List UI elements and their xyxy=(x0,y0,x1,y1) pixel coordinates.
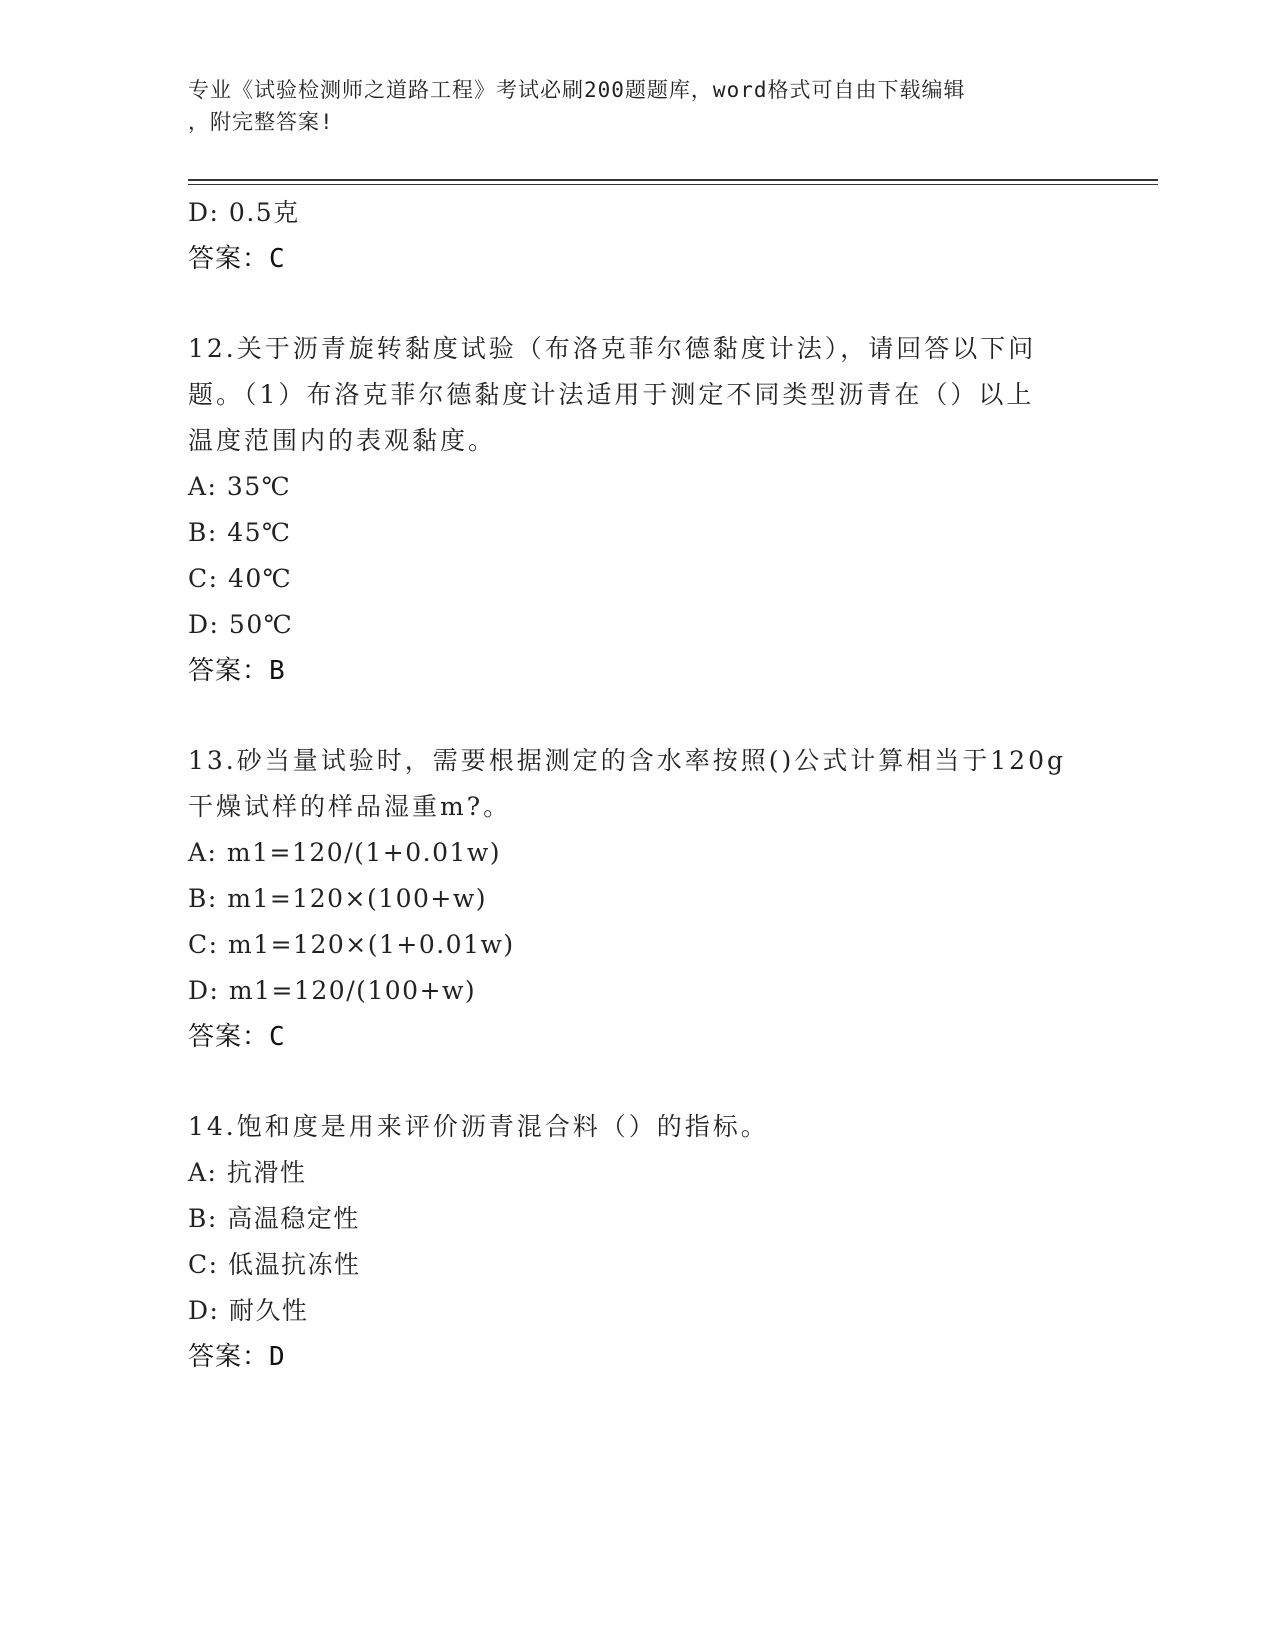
answer-line: 答案：C xyxy=(188,244,286,274)
question-stem-line: 12.关于沥青旋转黏度试验（布洛克菲尔德黏度计法），请回答以下问 xyxy=(188,334,1037,363)
option-b: B: 高温稳定性 xyxy=(188,1204,360,1233)
option-b: B: 45℃ xyxy=(188,518,292,547)
question-13 xyxy=(188,738,1088,1060)
option-d: D: 耐久性 xyxy=(188,1296,309,1325)
option-a: A: 抗滑性 xyxy=(188,1158,307,1187)
question-stem-line: 干燥试样的样品湿重m?。 xyxy=(188,792,512,821)
previous-question-tail xyxy=(188,190,1088,282)
option-d: D: 0.5克 xyxy=(188,198,300,227)
question-stem-line: 温度范围内的表观黏度。 xyxy=(188,426,497,455)
option-a: A: m1=120/(1+0.01w) xyxy=(188,838,502,867)
answer-line: 答案：C xyxy=(188,1022,286,1052)
option-c: C: m1=120×(1+0.01w) xyxy=(188,930,515,959)
question-12 xyxy=(188,326,1088,694)
answer-line: 答案：D xyxy=(188,1342,286,1372)
question-stem-line: 14.饱和度是用来评价沥青混合料（）的指标。 xyxy=(188,1112,769,1141)
question-stem-line: 题。（1）布洛克菲尔德黏度计法适用于测定不同类型沥青在（）以上 xyxy=(188,380,1035,409)
question-list xyxy=(188,190,1088,1380)
question-stem xyxy=(188,1104,1088,1150)
option-c: C: 低温抗冻性 xyxy=(188,1250,361,1279)
header-divider-thin xyxy=(188,184,1158,185)
option-a: A: 35℃ xyxy=(188,472,292,501)
option-b: B: m1=120×(100+w) xyxy=(188,884,488,913)
question-stem xyxy=(188,326,1088,464)
question-stem-line: 13.砂当量试验时，需要根据测定的含水率按照()公式计算相当于120g xyxy=(188,746,1066,775)
answer-line: 答案：B xyxy=(188,656,286,686)
question-14 xyxy=(188,1104,1088,1380)
question-stem xyxy=(188,738,1088,830)
header-title-line2: ，附完整答案! xyxy=(188,110,334,134)
header-divider-thick xyxy=(188,179,1158,181)
option-d: D: 50℃ xyxy=(188,610,294,639)
page-header xyxy=(188,74,1068,138)
option-d: D: m1=120/(100+w) xyxy=(188,976,477,1005)
header-title-line1: 专业《试验检测师之道路工程》考试必刷200题题库，word格式可自由下载编辑 xyxy=(188,78,966,102)
option-c: C: 40℃ xyxy=(188,564,293,593)
